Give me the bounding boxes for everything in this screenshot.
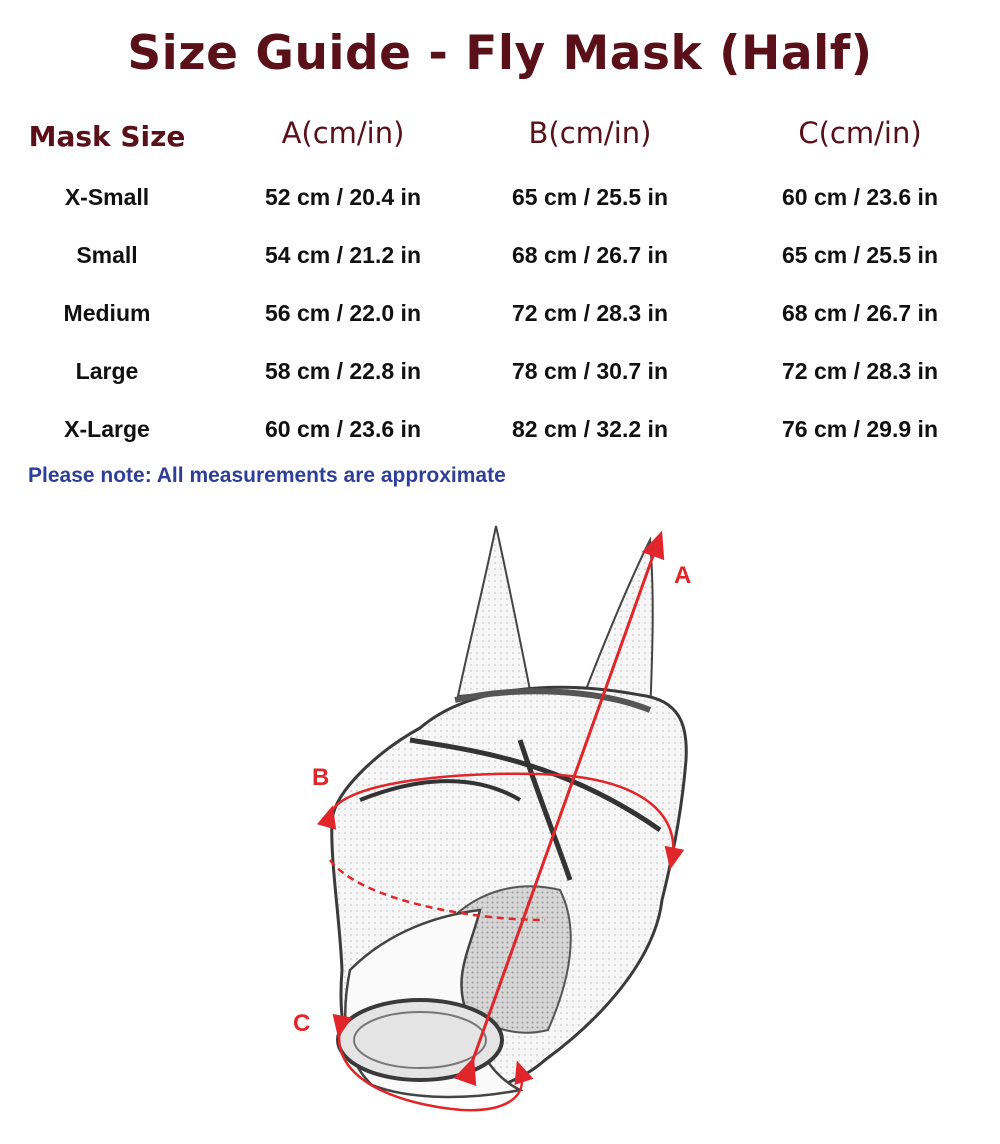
table-header-row — [0, 108, 1000, 170]
row-size-label: X-Large — [64, 416, 150, 442]
size-table — [0, 108, 1000, 460]
table-row — [0, 344, 1000, 402]
row-size-label: Large — [75, 358, 139, 384]
row-value-a: 54 cm / 21.2 in — [265, 242, 421, 268]
row-value-a: 52 cm / 20.4 in — [265, 184, 421, 210]
row-value-a: 56 cm / 22.0 in — [265, 300, 421, 326]
table-row — [0, 402, 1000, 460]
measurement-note: Please note: All measurements are approximate — [28, 464, 506, 487]
row-size-label: Small — [76, 242, 138, 268]
header-a: A(cm/in) — [281, 116, 405, 150]
row-value-a: 58 cm / 22.8 in — [265, 358, 421, 384]
header-b: B(cm/in) — [528, 116, 652, 150]
row-value-b: 72 cm / 28.3 in — [512, 300, 668, 326]
row-size-label: X-Small — [64, 184, 150, 210]
page-title: Size Guide - Fly Mask (Half) — [127, 26, 873, 81]
fly-mask-illustration — [0, 500, 1000, 1144]
row-value-b: 78 cm / 30.7 in — [512, 358, 668, 384]
row-value-a: 60 cm / 23.6 in — [265, 416, 421, 442]
row-value-c: 72 cm / 28.3 in — [782, 358, 938, 384]
row-value-b: 68 cm / 26.7 in — [512, 242, 668, 268]
table-row — [0, 228, 1000, 286]
measure-c-label: C — [293, 1010, 311, 1037]
row-value-c: 60 cm / 23.6 in — [782, 184, 938, 210]
table-row — [0, 170, 1000, 228]
row-value-c: 68 cm / 26.7 in — [782, 300, 938, 326]
left-ear — [458, 526, 530, 696]
header-c: C(cm/in) — [798, 116, 922, 150]
row-size-label: Medium — [63, 300, 151, 326]
row-value-b: 65 cm / 25.5 in — [512, 184, 668, 210]
measure-b-label: B — [312, 764, 330, 791]
header-mask-size: Mask Size — [28, 120, 186, 153]
row-value-c: 65 cm / 25.5 in — [782, 242, 938, 268]
measure-a-label: A — [674, 562, 692, 589]
table-row — [0, 286, 1000, 344]
row-value-c: 76 cm / 29.9 in — [782, 416, 938, 442]
row-value-b: 82 cm / 32.2 in — [512, 416, 668, 442]
fly-mask-diagram — [0, 500, 1000, 1144]
